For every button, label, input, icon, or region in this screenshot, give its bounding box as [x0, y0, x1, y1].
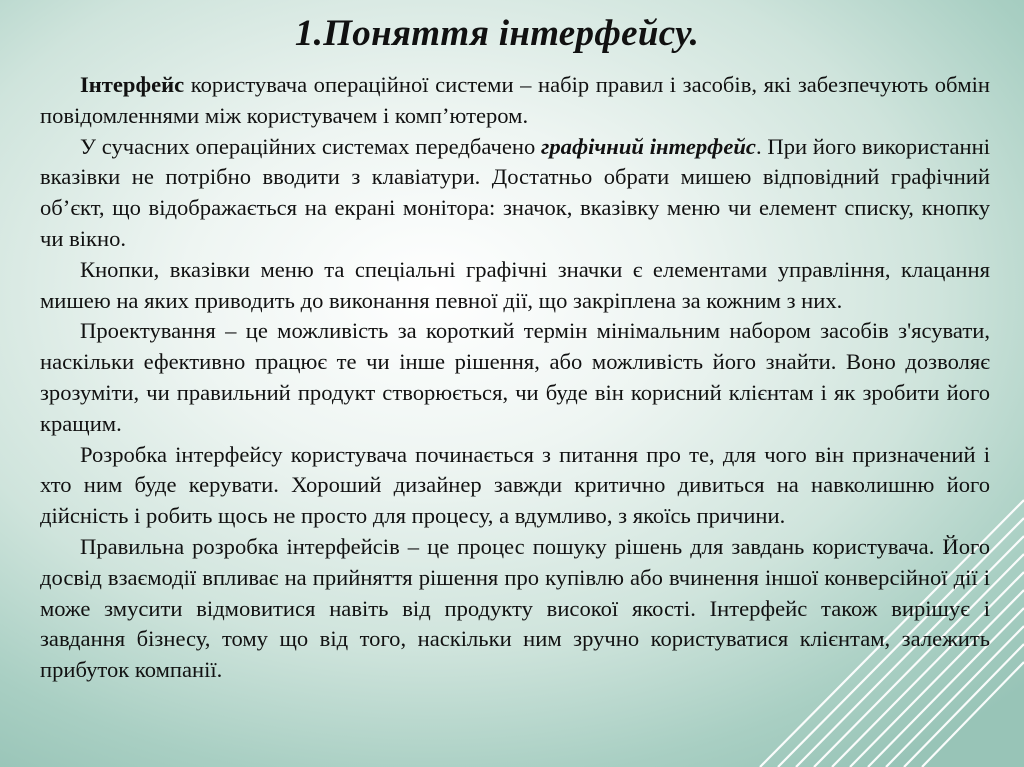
- paragraph-text: Кнопки, вказівки меню та спеціальні графічні значки є елементами управління, клацання мишею на яких приводить до виконання певної дії, що закріплена за кожним з них.: [40, 256, 990, 313]
- paragraph-text: Проектування – це можливість за короткий термін мінімальним набором засобів з'ясувати, наскільки ефективно працює те чи інше рішення, або можливість його знайти. Воно дозволяє зрозуміти, чи правильний продукт створюється, чи буде він корисний клієнтам і як зробити його кращим.: [40, 318, 990, 436]
- slide-title: 1.Поняття інтерфейсу.: [294, 13, 700, 54]
- term-graphical-interface: графічний інтерфейс: [541, 133, 756, 159]
- paragraph-text: У сучасних операційних системах передбачено: [80, 133, 542, 159]
- paragraph-text: Розробка інтерфейсу користувача починається з питання про те, для чого він призначений і хто ним буде керувати. Хороший дизайнер завжди критично дивиться на навколишню його дійсність і робить щось не просто для процесу, а вдумливо, з якоїсь причини.: [40, 441, 990, 529]
- paragraph-proper-design: [40, 532, 990, 686]
- term-interface: Інтерфейс: [80, 72, 185, 97]
- paragraph-graphical-interface: [40, 132, 990, 255]
- paragraph-text: Правильна розробка інтерфейсів – це процес пошуку рішень для завдань користувача. Його досвід взаємодії впливає на прийняття рішення про купівлю або вчинення іншої конверсійної дії і може змусити відмовитися навіть від продукту високої якості. Інтерфейс також вирішує і завдання бізнесу, тому що від того, наскільки ним зручно користуватися клієнтам, залежить прибуток компанії.: [40, 533, 990, 683]
- slide-body: [40, 70, 990, 686]
- paragraph-design: [40, 316, 990, 439]
- paragraph-interface-definition: [40, 70, 990, 132]
- paragraph-ui-development: [40, 440, 990, 532]
- paragraph-controls: [40, 255, 990, 317]
- paragraph-text: користувача операційної системи – набір правил і засобів, які забезпечують обмін повідомленнями між користувачем і комп’ютером.: [40, 72, 990, 128]
- paragraph-text: . При його використанні вказівки не потрібно вводити з клавіатури. Достатньо обрати мишею відповідний графічний об’єкт, що відображається на екрані монітора: значок, вказівку меню чи елемент списку, кнопку чи вікно.: [40, 133, 990, 251]
